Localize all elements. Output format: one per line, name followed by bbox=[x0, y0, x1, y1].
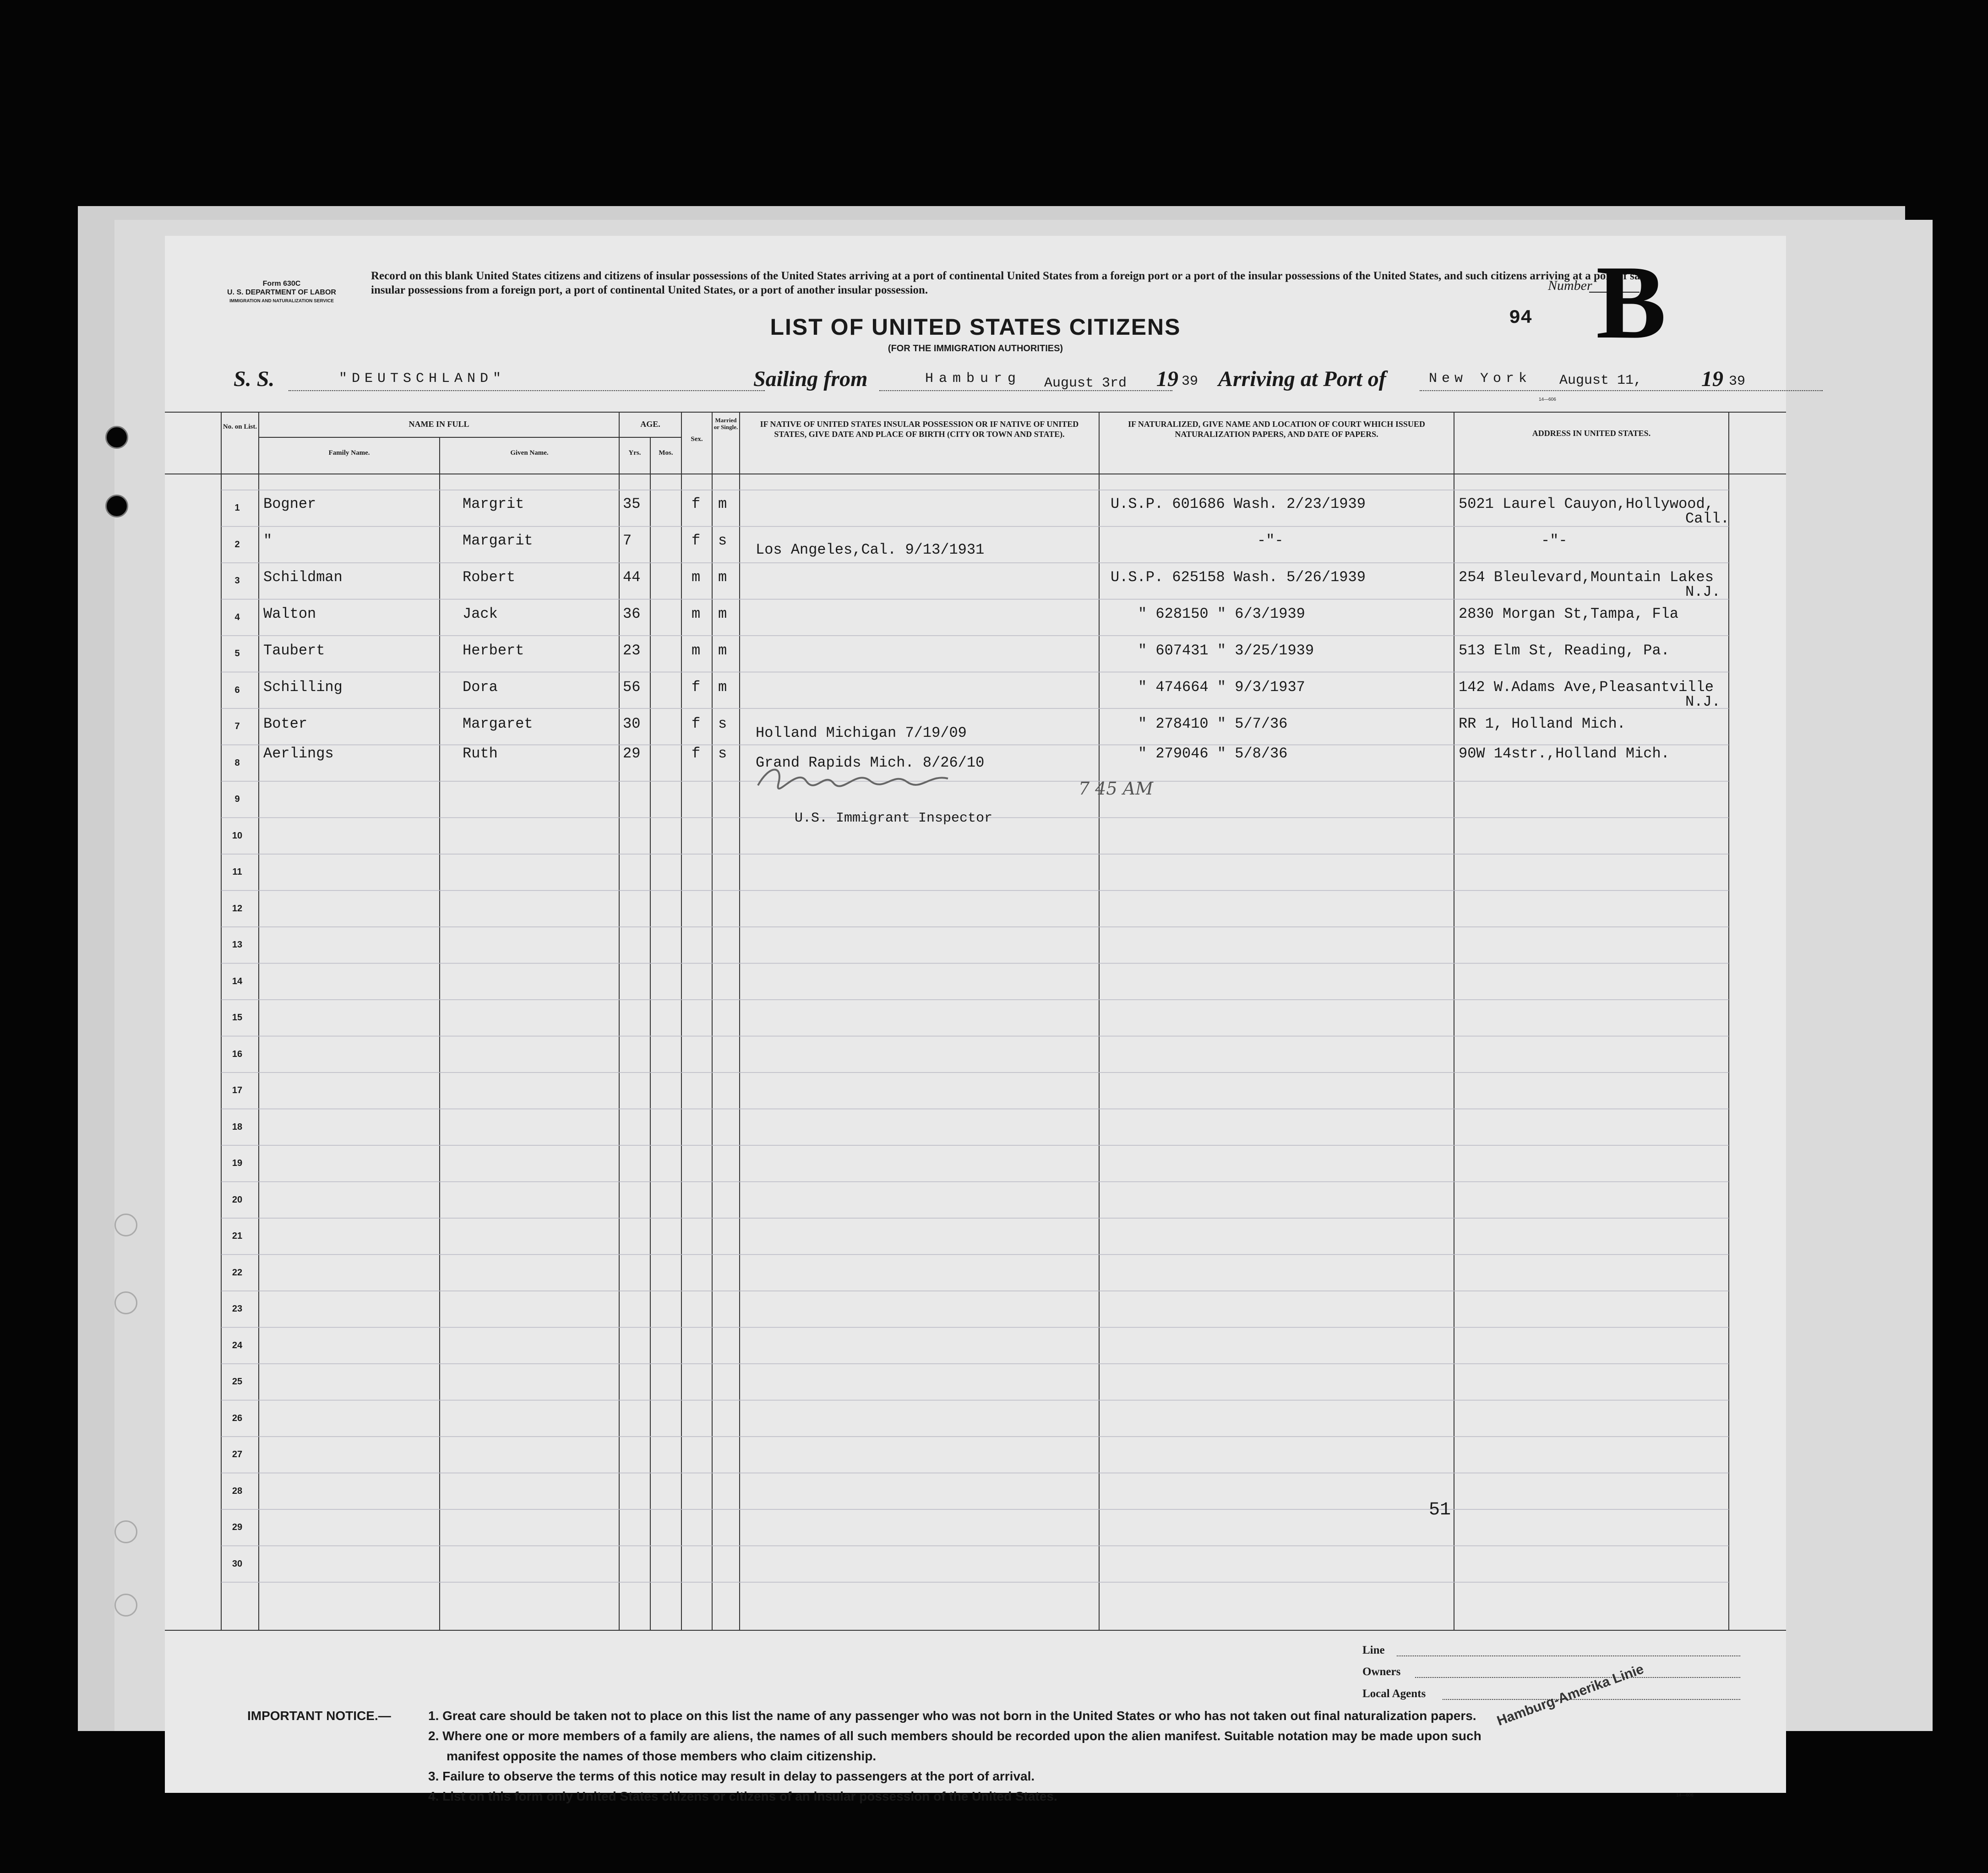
row-number: 21 bbox=[232, 1231, 243, 1241]
address-cell: 254 Bleulevard,Mountain Lakes bbox=[1459, 569, 1714, 586]
inspector-title: U.S. Immigrant Inspector bbox=[795, 811, 993, 826]
notice-2-cont: manifest opposite the names of those members who claim citizenship. bbox=[447, 1749, 877, 1763]
binder-hole bbox=[114, 1594, 137, 1617]
row-number: 7 bbox=[234, 721, 240, 731]
naturalization-cell: U.S.P. 601686 Wash. 2/23/1939 bbox=[1111, 495, 1366, 512]
sailing-from: Hamburg bbox=[925, 371, 1022, 387]
row-number: 26 bbox=[232, 1413, 243, 1423]
row-number: 29 bbox=[232, 1522, 243, 1532]
address-cell-cont: Call. bbox=[1685, 510, 1730, 527]
form-instructions: Record on this blank United States citizens and citizens of insular possessions of the United States arriving at a port of continental United States from a foreign port or a port of the insular possessions of the United States, and such citizens arriving at a port of said insular possessions from a foreign port, a port of continental United States, or a port of another insular possession. bbox=[371, 270, 1650, 296]
inspector-time: 7 45 AM bbox=[1078, 779, 1154, 799]
row-number: 20 bbox=[232, 1194, 243, 1205]
given-name-cell: Margrit bbox=[463, 495, 524, 512]
sex-cell: f bbox=[692, 745, 701, 762]
naturalization-cell: " 474664 " 9/3/1937 bbox=[1138, 679, 1305, 696]
ship-name: "DEUTSCHLAND" bbox=[339, 371, 506, 387]
marital-status-cell: m bbox=[718, 679, 727, 696]
arrival-port: New York bbox=[1429, 371, 1532, 387]
header-sex: Sex. bbox=[691, 436, 703, 443]
arrival-date: August 11, bbox=[1559, 373, 1642, 388]
marital-status-cell: m bbox=[718, 642, 727, 659]
service: IMMIGRATION AND NATURALIZATION SERVICE bbox=[229, 299, 334, 304]
printer-mark: 14—606 bbox=[1539, 397, 1556, 402]
header-age: AGE. bbox=[640, 419, 660, 429]
row-number: 8 bbox=[234, 757, 240, 768]
binder-hole bbox=[105, 426, 128, 449]
naturalization-cell: " 279046 " 5/8/36 bbox=[1138, 745, 1288, 762]
given-name-cell: Ruth bbox=[463, 745, 498, 762]
age-years-cell: 29 bbox=[623, 745, 641, 762]
arrival-year: 39 bbox=[1729, 374, 1746, 389]
age-years-cell: 7 bbox=[623, 532, 632, 549]
arrival-year-prefix: 19 bbox=[1701, 367, 1723, 391]
row-number: 12 bbox=[232, 903, 243, 914]
row-number: 30 bbox=[232, 1558, 243, 1569]
manifest-sheet bbox=[165, 236, 1786, 1803]
row-number: 22 bbox=[232, 1267, 243, 1278]
address-cell: -"- bbox=[1541, 532, 1568, 549]
header-mos: Mos. bbox=[659, 449, 673, 457]
given-name-cell: Jack bbox=[463, 605, 498, 622]
sex-cell: m bbox=[692, 569, 701, 586]
row-number: 6 bbox=[234, 685, 240, 695]
number-label: Number bbox=[1548, 278, 1592, 293]
header-given-name: Given Name. bbox=[510, 449, 549, 457]
ss-label: S. S. bbox=[234, 367, 275, 391]
address-cell: RR 1, Holland Mich. bbox=[1459, 715, 1626, 732]
row-number: 24 bbox=[232, 1340, 243, 1350]
row-number: 3 bbox=[234, 576, 240, 586]
notice-2: 2. Where one or more members of a family are aliens, the names of all such members should be recorded upon the alien manifest. Suitable notation may be made upon such bbox=[428, 1729, 1481, 1743]
row-number: 19 bbox=[232, 1158, 243, 1168]
row-number: 18 bbox=[232, 1122, 243, 1132]
family-name-cell: Taubert bbox=[263, 642, 325, 659]
arriving-label: Arriving at Port of bbox=[1218, 367, 1386, 391]
owners-label: Owners bbox=[1362, 1666, 1401, 1678]
notice-4: 4. List on this form only United States citizens or citizens of an insular possession of the United States. bbox=[428, 1789, 1057, 1803]
sex-cell: f bbox=[692, 495, 701, 512]
row-number: 2 bbox=[234, 539, 240, 550]
sailing-label: Sailing from bbox=[753, 367, 868, 391]
sex-cell: f bbox=[692, 679, 701, 696]
marital-status-cell: s bbox=[718, 532, 727, 549]
binder-hole bbox=[114, 1214, 137, 1236]
row-number: 16 bbox=[232, 1049, 243, 1059]
line-dots bbox=[1397, 1655, 1740, 1656]
binder-hole bbox=[105, 495, 128, 517]
address-cell-cont: N.J. bbox=[1685, 693, 1721, 710]
family-name-cell: Boter bbox=[263, 715, 308, 732]
header-address: ADDRESS IN UNITED STATES. bbox=[1532, 429, 1651, 438]
departure-year: 39 bbox=[1182, 374, 1198, 389]
age-years-cell: 36 bbox=[623, 605, 641, 622]
marital-status-cell: m bbox=[718, 605, 727, 622]
page-title: LIST OF UNITED STATES CITIZENS bbox=[770, 314, 1181, 340]
header-no: No. on List. bbox=[223, 423, 257, 430]
address-cell: 90W 14str.,Holland Mich. bbox=[1459, 745, 1670, 762]
notice-heading: IMPORTANT NOTICE.— bbox=[247, 1709, 391, 1723]
address-cell: 5021 Laurel Cauyon,Hollywood, bbox=[1459, 495, 1714, 512]
row-number: 5 bbox=[234, 648, 240, 659]
header-yrs: Yrs. bbox=[628, 449, 641, 457]
row-number: 10 bbox=[232, 830, 243, 841]
given-name-cell: Dora bbox=[463, 679, 498, 696]
header-name-in-full: NAME IN FULL bbox=[408, 419, 469, 429]
family-name-cell: " bbox=[263, 532, 272, 549]
line-label: Line bbox=[1362, 1644, 1385, 1656]
sex-cell: f bbox=[692, 715, 701, 732]
year-prefix: 19 bbox=[1156, 367, 1178, 391]
given-name-cell: Margaret bbox=[463, 715, 533, 732]
family-name-cell: Aerlings bbox=[263, 745, 334, 762]
notice-1: 1. Great care should be taken not to place on this list the name of any passenger who was not born in the United States or who has not taken out final naturalization papers. bbox=[428, 1709, 1476, 1723]
birth-place-cell: Holland Michigan 7/19/09 bbox=[756, 724, 967, 741]
notice-3: 3. Failure to observe the terms of this notice may result in delay to passengers at the port of arrival. bbox=[428, 1769, 1035, 1783]
family-name-cell: Bogner bbox=[263, 495, 316, 512]
family-name-cell: Schilling bbox=[263, 679, 343, 696]
row-number: 15 bbox=[232, 1013, 243, 1023]
header-naturalization: IF NATURALIZED, GIVE NAME AND LOCATION OF COURT WHICH ISSUED NATURALIZATION PAPERS, AND DATE OF PAPERS. bbox=[1128, 419, 1425, 439]
agents-stamp: Hamburg-Amerika Linie bbox=[1495, 1661, 1646, 1729]
header-married: Married or Single. bbox=[714, 417, 738, 430]
family-name-cell: Schildman bbox=[263, 569, 343, 586]
form-code: 14—606 bbox=[1676, 1793, 1694, 1798]
inspector-signature bbox=[756, 762, 953, 795]
given-name-cell: Robert bbox=[463, 569, 516, 586]
sex-cell: m bbox=[692, 605, 701, 622]
row-number: 1 bbox=[234, 503, 240, 513]
header-birth: IF NATIVE OF UNITED STATES INSULAR POSSESSION OR IF NATIVE OF UNITED STATES, GIVE DATE AND PLACE OF BIRTH (CITY OR TOWN AND STATE). bbox=[760, 419, 1079, 439]
family-name-cell: Walton bbox=[263, 605, 316, 622]
naturalization-cell: " 628150 " 6/3/1939 bbox=[1138, 605, 1305, 622]
row-number: 14 bbox=[232, 976, 243, 986]
binder-hole bbox=[114, 1520, 137, 1543]
naturalization-cell: U.S.P. 625158 Wash. 5/26/1939 bbox=[1111, 569, 1366, 586]
form-number: Form 630C bbox=[262, 280, 301, 288]
page-mark: 51 bbox=[1429, 1500, 1451, 1520]
marital-status-cell: m bbox=[718, 495, 727, 512]
address-cell-cont: N.J. bbox=[1685, 583, 1721, 600]
row-number: 13 bbox=[232, 940, 243, 950]
row-number: 23 bbox=[232, 1304, 243, 1314]
marital-status-cell: s bbox=[718, 745, 727, 762]
age-years-cell: 56 bbox=[623, 679, 641, 696]
address-cell: 513 Elm St, Reading, Pa. bbox=[1459, 642, 1670, 659]
sex-cell: m bbox=[692, 642, 701, 659]
row-number: 27 bbox=[232, 1449, 243, 1459]
naturalization-cell: -"- bbox=[1257, 532, 1284, 549]
naturalization-cell: " 278410 " 5/7/36 bbox=[1138, 715, 1288, 732]
age-years-cell: 30 bbox=[623, 715, 641, 732]
row-number: 25 bbox=[232, 1377, 243, 1387]
given-name-cell: Margarit bbox=[463, 532, 533, 549]
row-number: 11 bbox=[232, 867, 242, 877]
table-grid bbox=[165, 236, 1786, 1793]
row-number: 17 bbox=[232, 1085, 243, 1095]
age-years-cell: 23 bbox=[623, 642, 641, 659]
number-value: 94 bbox=[1509, 307, 1532, 329]
marital-status-cell: m bbox=[718, 569, 727, 586]
row-number: 9 bbox=[234, 794, 240, 804]
birth-place-cell: Grand Rapids Mich. 8/26/10 bbox=[756, 754, 985, 771]
marital-status-cell: s bbox=[718, 715, 727, 732]
row-number: 4 bbox=[234, 612, 240, 622]
address-cell: 142 W.Adams Ave,Pleasantville bbox=[1459, 679, 1714, 696]
owners-dots bbox=[1415, 1677, 1740, 1678]
sex-cell: f bbox=[692, 532, 701, 549]
binder-hole bbox=[114, 1291, 137, 1314]
department: U. S. DEPARTMENT OF LABOR bbox=[227, 289, 336, 296]
row-number: 28 bbox=[232, 1486, 243, 1496]
agents-dots bbox=[1443, 1699, 1740, 1700]
naturalization-cell: " 607431 " 3/25/1939 bbox=[1138, 642, 1314, 659]
agents-label: Local Agents bbox=[1362, 1688, 1426, 1700]
address-cell: 2830 Morgan St,Tampa, Fla bbox=[1459, 605, 1679, 622]
age-years-cell: 35 bbox=[623, 495, 641, 512]
birth-place-cell: Los Angeles,Cal. 9/13/1931 bbox=[756, 541, 985, 558]
given-name-cell: Herbert bbox=[463, 642, 524, 659]
list-letter: B bbox=[1596, 244, 1667, 360]
departure-date: August 3rd bbox=[1044, 376, 1127, 391]
age-years-cell: 44 bbox=[623, 569, 641, 586]
page-subtitle: (FOR THE IMMIGRATION AUTHORITIES) bbox=[888, 343, 1063, 354]
header-family-name: Family Name. bbox=[328, 449, 370, 457]
